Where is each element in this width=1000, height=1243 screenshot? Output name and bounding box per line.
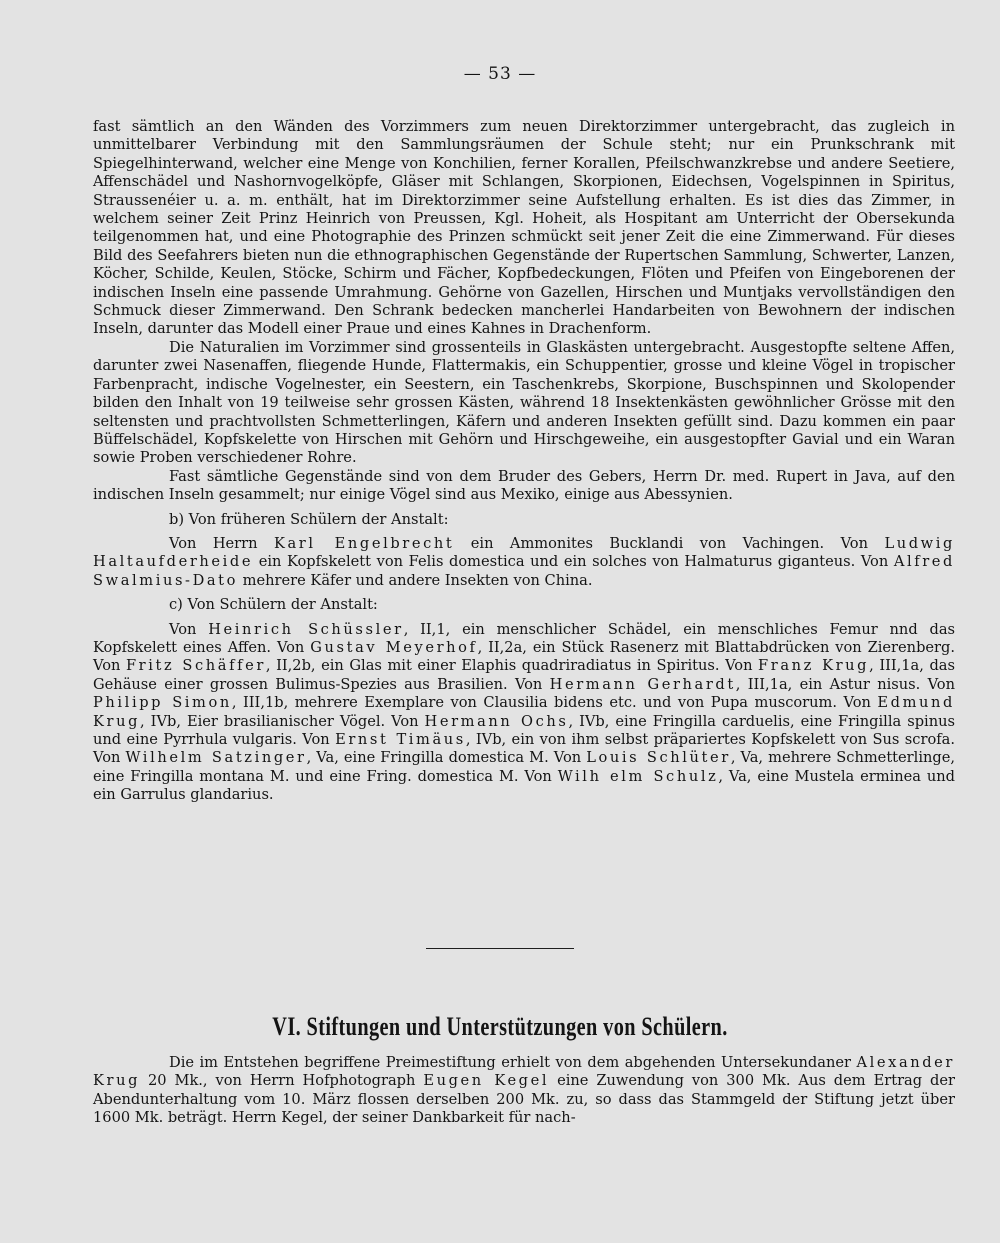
donor-name: Philipp Simon — [93, 694, 232, 712]
text-run: , Va, mehrere Schmetterlinge, eine Fringilla montana M. und eine Fring. domestica M. Von — [93, 749, 956, 785]
paragraph-naturalien: Die Naturalien im Vorzimmer sind grossenteils in Glaskästen untergebracht. Ausgestopfte seltene Affen, darunter zwei Nasenaffen, fliegende Hunde, Flattermakis, ein Schuppentier, grosse und kleine Vögel in tropischer Farbenpracht, indische Vogelnester, ein Seestern, ein Taschenkrebs, Skorpione, Buschspinnen und Skolopender bilden den Inhalt von 19 teilweise sehr grossen Kästen, während 18 Insektenkästen gewöhnlicher Grösse mit den seltensten und prachtvollsten Schmetterlingen, Käfern und anderen Insekten gefüllt sind. Dazu kommen ein paar Büffelschädel, Kopfskelette von Hirschen mit Gehörn und Hirschgeweihe, ein ausgestopfter Gavial und ein Waran sowie Proben verschiedener Rohre. — [93, 338, 955, 467]
text-run: mehrere Käfer und andere Insekten von China. — [238, 571, 593, 589]
text-run: Die im Entstehen begriffene Preimestiftung erhielt von dem abgehenden Untersekundaner — [169, 1054, 857, 1071]
subheading-c: c) Von Schülern der Anstalt: — [169, 596, 378, 614]
donor-name: Louis Schlüter — [586, 749, 731, 767]
text-run: Von — [169, 620, 209, 638]
text-run: , III,1a, ein Astur nisus. Von — [735, 675, 955, 693]
text-run: , Va, eine Fringilla domestica M. Von — [306, 749, 587, 767]
text-run: , Va, eine Mustela erminea und ein Garrulus glandarius. — [93, 767, 955, 804]
donor-name: Wilhelm Satzinger — [125, 749, 307, 767]
paragraph-museum-room: fast sämtlich an den Wänden des Vorzimmers zum neuen Direktorzimmer untergebracht, das zugleich in unmittelbarer Verbindung mit den Sammlungsräumen der Schule steht; nur ein Prunkschrank mit Spiegelhinterwand, welcher eine Menge von Konchilien, ferner Korallen, Pfeilschwanzkrebse und andere Seetiere, Affenschädel und Nashornvogelköpfe, Gläser mit Schlangen, Skorpionen, Eidechsen, Vogelspinnen in Spiritus, Straussenéier u. a. m. enthält, hat im Direktorzimmer seine Aufstellung erhalten. Es ist dies das Zimmer, in welchem seiner Zeit Prinz Heinrich von Preussen, Kgl. Hoheit, als Hospitant am Unterricht der Obersekunda teilgenommen hat, und eine Photographie des Prinzen schmückt seit jener Zeit die eine Zimmerwand. Für dieses Bild des Seefahrers bieten nun die ethnographischen Gegenstände der Rupertschen Sammlung, Schwerter, Lanzen, Köcher, Schilde, Keulen, Stöcke, Schirm und Fächer, Kopfbedeckungen, Flöten und Pfeifen von Eingeborenen der indischen Inseln eine passende Umrahmung. Gehörne von Gazellen, Hirschen und Muntjaks vervollständigen den Schmuck dieser Zimmerwand. Den Schrank bedecken mancherlei Handarbeiten von Bewohnern der indischen Inseln, darunter das Modell einer Praue und eines Kahnes in Drachenform. — [93, 118, 955, 338]
donor-name: Hermann Gerhardt — [549, 675, 736, 693]
donor-name: Alfred Swalmius-Dato — [93, 553, 955, 589]
section-heading: VI. Stiftungen und Unterstützungen von Schülern. — [272, 1012, 728, 1041]
text-run: , II,1, ein menschlicher Schädel, ein menschliches Femur nnd das Kopfskelett eines Affen. Von — [93, 620, 956, 656]
donor-name: Hermann Ochs — [424, 712, 569, 730]
text-run: , III,1b, mehrere Exemplare von Clausilia bidens etc. und von Pupa muscorum. Von — [231, 694, 878, 712]
donor-name: Ludwig Haltaufderheide — [93, 534, 955, 571]
collection-report-text — [93, 118, 955, 805]
donor-name: Heinrich Schüssler — [208, 620, 404, 638]
donor-name: Fritz Schäffer — [125, 657, 266, 675]
text-run: Von Herrn — [169, 534, 274, 552]
text-run: , III,1a, das Gehäuse einer grossen Bulimus-Spezies aus Brasilien. Von — [93, 657, 955, 693]
paragraph-stiftung — [93, 1054, 955, 1128]
text-run: ein Kopfskelett von Felis domestica und ein solches von Halmaturus giganteus. Von — [253, 553, 894, 571]
text-run: eine Zuwendung von 300 Mk. Aus dem Ertrag der Abendunterhaltung vom 10. März flossen derselben 200 Mk. zu, so dass das Stammgeld der Stiftung jetzt über 1600 Mk. beträgt. Herrn Kegel, der seiner Dankbarkeit für nach- — [93, 1072, 955, 1127]
paragraph-former-students — [93, 535, 955, 590]
donor-name: Ernst Timäus — [335, 731, 466, 748]
text-run: , II,2b, ein Glas mit einer Elaphis quadriradiatus in Spiritus. Von — [265, 657, 759, 675]
text-run: 20 Mk., von Herrn Hofphotograph — [140, 1072, 424, 1090]
donor-name: Alexander Krug — [93, 1054, 955, 1090]
stiftungen-text — [93, 1054, 955, 1128]
subheading-b: b) Von früheren Schülern der Anstalt: — [169, 510, 449, 528]
donor-name: Eugen Kegel — [423, 1072, 550, 1090]
donor-name: Gustav Meyerhof — [310, 638, 478, 656]
paragraph-origin: Fast sämtliche Gegenstände sind von dem Bruder des Gebers, Herrn Dr. med. Rupert in Java, auf den indischen Inseln gesammelt; nur einige Vögel sind aus Mexiko, einige aus Abessynien. — [93, 467, 955, 504]
text-run: , II,2a, ein Stück Rasenerz mit Blattabdrücken von Zierenberg. Von — [93, 638, 956, 675]
text-run: , IVb, Eier brasilianischer Vögel. Von — [140, 712, 425, 730]
text-run: ein Ammonites Bucklandi von Vachingen. Von — [454, 534, 885, 552]
donor-name: Edmund Krug — [93, 694, 955, 730]
section-divider — [426, 948, 574, 949]
donor-name: Karl Engelbrecht — [273, 534, 455, 552]
paragraph-current-students — [93, 621, 955, 805]
text-run: , IVb, eine Fringilla carduelis, eine Fringilla spinus und eine Pyrrhula vulgaris. Von — [93, 712, 956, 748]
text-run: , IVb, ein von ihm selbst präpariertes Kopfskelett von Sus scrofa. Von — [93, 731, 955, 767]
donor-name: Wilh elm Schulz — [557, 767, 719, 785]
page-number: — 53 — — [463, 64, 537, 84]
donor-name: Franz Krug — [758, 657, 870, 675]
